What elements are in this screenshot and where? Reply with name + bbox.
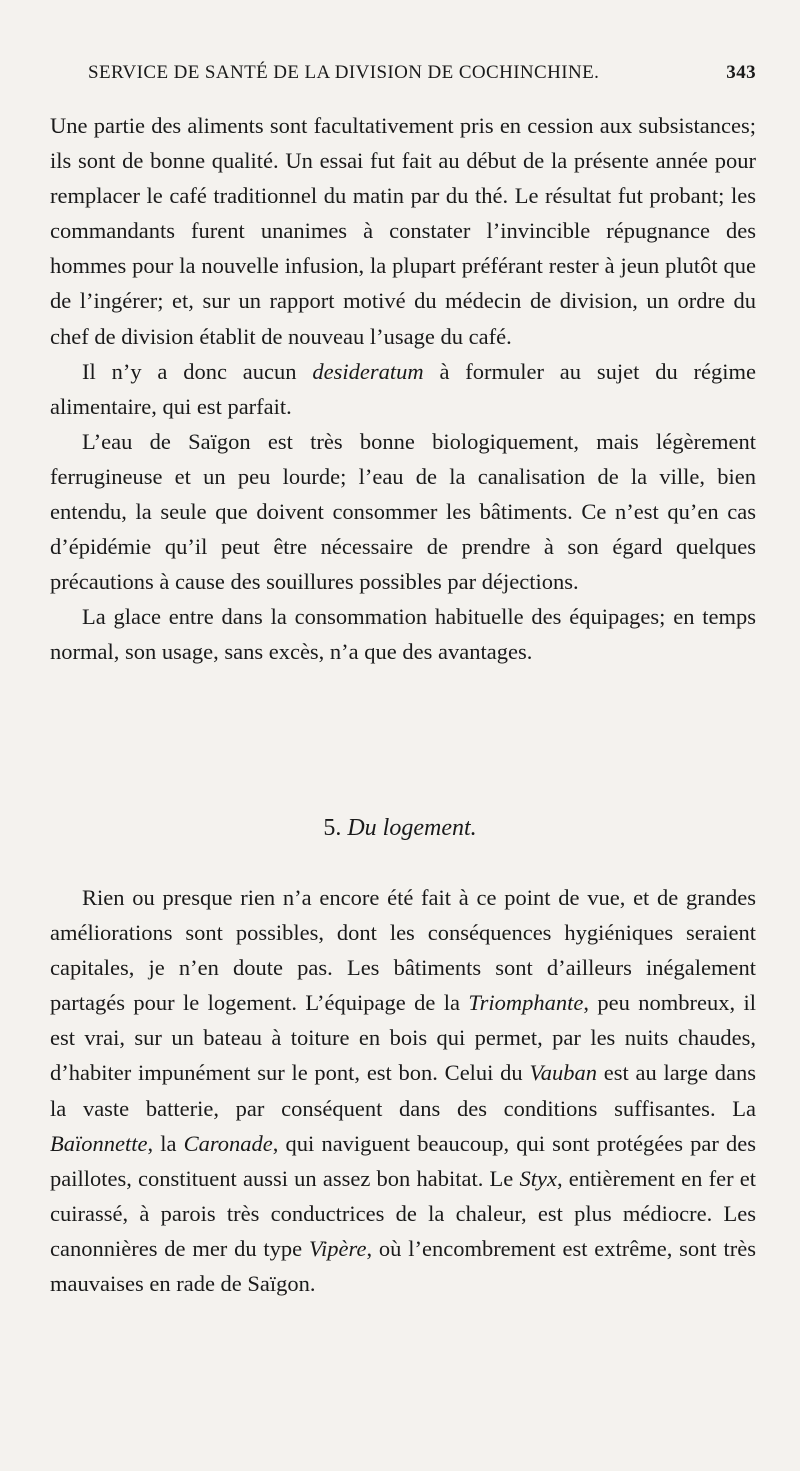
page-header [88, 62, 756, 90]
text-run: , où l’encombrement est extrême, sont très mauvaises en rade de Saïgon. [50, 1235, 756, 1297]
text-run: est au large dans la vaste batterie, par conséquent dans des conditions suffisantes. La [50, 1060, 756, 1121]
section-number: 5. [323, 815, 342, 841]
paragraph-diet-perfect [50, 354, 756, 424]
running-title: SERVICE DE SANTÉ DE LA DIVISION DE COCHINCHINE. [88, 62, 600, 83]
text-run: , qui naviguent beaucoup, qui sont protégées par des paillotes, constituent aussi un assez bon habitat. Le [50, 1130, 756, 1191]
text-run: , la [147, 1130, 184, 1156]
ship-name: Baïonnette [50, 1130, 148, 1156]
ship-name: Vauban [529, 1060, 597, 1086]
paragraph-ice: La glace entre dans la consommation habituelle des équipages; en temps normal, son usage, sans excès, n’a que des avantages. [50, 604, 756, 665]
body-text-bottom [50, 880, 756, 1301]
paragraph-housing [50, 880, 756, 1301]
ship-name: Triomphante [468, 990, 584, 1016]
ship-name: Vipère [308, 1235, 367, 1261]
italic-desideratum: desideratum [312, 358, 424, 384]
section-title: Du logement. [347, 815, 477, 841]
text-run: Rien ou presque rien n’a encore été fait à ce point de vue, et de grandes améliorations sont possibles, dont les conséquences hygiéniques seraient capitales, je n’en doute pas. Les bâtiments sont d’ailleurs inégalement partagés pour le logement. L’équipage de la [50, 885, 756, 1016]
text-run: , entièrement en fer et cuirassé, à parois très conductrices de la chaleur, est plus médiocre. Les canonnières de mer du type [50, 1165, 756, 1261]
body-text-top [50, 108, 756, 670]
paragraph-saigon-water: L’eau de Saïgon est très bonne biologiquement, mais légèrement ferrugineuse et un peu lourde; l’eau de la canalisation de la ville, bien entendu, la seule que doivent consommer les bâtiments. Ce n’est qu’en cas d’épidémie qu’il peut être nécessaire de prendre à son égard quelques précautions à cause des souillures possibles par déjections. [50, 428, 756, 595]
ship-name: Styx [519, 1165, 557, 1191]
section-heading [0, 812, 800, 844]
page-number: 343 [726, 62, 756, 83]
text-run: à formuler au sujet du régime alimentaire, qui est parfait. [50, 358, 757, 419]
paragraph-food-cession: Une partie des aliments sont facultativement pris en cession aux subsistances; ils sont de bonne qualité. Un essai fut fait au début de la présente année pour remplacer le café traditionnel du matin par du thé. Le résultat fut probant; les commandants furent unanimes à constater l’invincible répugnance des hommes pour la nouvelle infusion, la plupart préférant rester à jeun plutôt que de l’ingérer; et, sur un rapport motivé du médecin de division, un ordre du chef de division établit de nouveau l’usage du café. [50, 113, 756, 349]
text-run: Il n’y a donc aucun [82, 358, 313, 384]
ship-name: Caronade [183, 1130, 273, 1156]
text-run: , peu nombreux, il est vrai, sur un bateau à toiture en bois qui permet, par les nuits chaudes, d’habiter impunément sur le pont, est bon. Celui du [50, 990, 756, 1086]
